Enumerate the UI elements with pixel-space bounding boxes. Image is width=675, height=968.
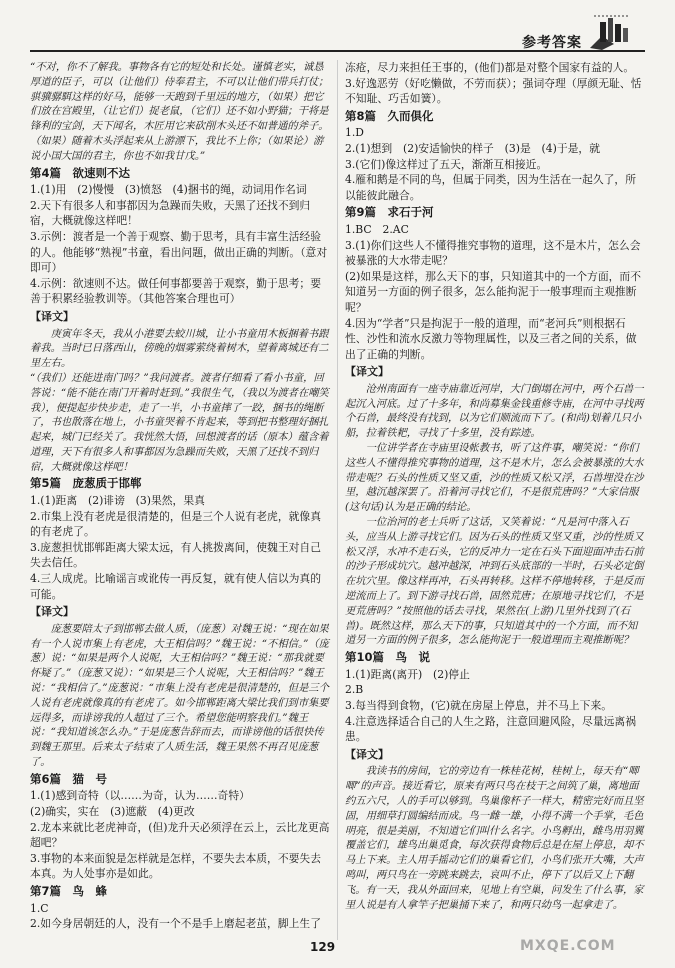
answer-item: 2.如今身居朝廷的人，没有一个不是手上磨起老茧，脚上生了	[30, 917, 322, 931]
answer-item: 4.三人成虎。比喻谣言或讹传一再反复，就有使人信以为真的可能。	[30, 572, 322, 601]
translation-tag: 【译文】	[30, 309, 74, 323]
translation-paragraph: “（我们）还能进南门吗？”我问渡者。渡者仔细看了看小书童，回答说：“能不能在南门开着时赶到。”我很生气，（我以为渡者在嘲笑我），便提起步快步走，走了一半，小书童摔了一跤，捆书的绳断了，书也散落在地上，小书童哭着不肯起来，等到把书整理好捆扎起来，城门已经关了。我恍然大悟，回想渡者的话（原本）蕴含着道理，天下有很多人和事都因为急躁而失败，天黑了还找不到归宿，大概就像这样吧！	[30, 371, 329, 473]
translation-paragraph: 一位讲学者在寺庙里设帐教书，听了这件事，嘲笑说：“你们这些人不懂得推究事物的道理，这不是木片，怎么会被暴涨的大水带走呢？石头的性质又坚又重，沙的性质又松又浮，石兽埋没在沙里，越沉越深罢了。沿着河寻找它们，不是很荒唐吗？”大家信服(这句话)认为是正确的结论。	[345, 442, 644, 514]
section-title: 第8篇 久而俱化	[345, 108, 434, 123]
answer-item: (2)如果是这样，那么天下的事，只知道其中的一个方面，而不知道另一方面的例子很多，怎么能拘泥于一般事理而主观推断呢？	[345, 269, 642, 314]
page-header	[0, 0, 675, 56]
answer-item: 1.(1)距离(离开) (2)停止	[345, 667, 470, 681]
answer-item: 1.C	[30, 901, 49, 915]
answer-item: 3.每当得到食物，(它)就在房屋上停息，并不马上下来。	[345, 699, 613, 712]
answer-item: 1.(1)用 (2)慢慢 (3)愤怒 (4)捆书的绳，动词用作名词	[30, 183, 307, 197]
answer-item: 4.雁和鹅是不同的鸟，但属于同类，因为生活在一起久了，所以能彼此融合。	[345, 173, 637, 202]
section-title: 第10篇 鸟 说	[345, 650, 431, 665]
translation-paragraph: 一位治河的老士兵听了这话，又笑着说：“凡是河中落入石头，应当从上游寻找它们。因为石头的性质又坚又重，沙的性质又松又浮，水冲不走石头，它的反冲力一定在石头下面迎面冲击石前的沙子形成坑穴。越冲越深，冲到石头底部的一半时，石头必定倒在坑穴里。像这样再冲，石头再转移。这样不停地转移，于是反而逆流而上了。到下游寻找石兽，固然荒唐；在原地寻找它们，不是更荒唐吗？”按照他的话去寻找，果然在(上游)几里外找到了(石兽)。既然这样，那么天下的事，只知道其中的一个方面，而不知道另一方面的例子很多，怎么能拘泥于一般道理而主观推断呢？	[345, 516, 644, 647]
answer-item: 4.示例：欲速则不达。做任何事都要善于观察，勤于思考；要善于积累经验教训等。（其他答案合理也可）	[30, 276, 322, 306]
translation-paragraph: 沧州南面有一座寺庙靠近河岸，大门倒塌在河中，两个石兽一起沉入河底。过了十多年，和尚募集金钱重修寺庙，在河中寻找两个石兽，最终没有找到，以为它们顺流而下了。(和尚)划着几只小船，拉着铁耙，寻找了十多里，没有踪迹。	[345, 382, 644, 440]
translation-paragraph: 庚寅年冬天，我从小港要去蛟川城，让小书童用木板捆着书跟着我。当时已日落西山，傍晚的烟雾萦绕着树木，望着离城还有二里左右。	[30, 327, 329, 370]
answer-item: 3.好逸恶劳（好吃懒做，不劳而获）；强词夺理（厚颜无耻、恬不知耻、巧舌如簧）。	[345, 76, 642, 106]
answer-item: 4.注意选择适合自己的人生之路，注意回避风险，尽量远离祸患。	[345, 714, 637, 744]
page-number: 129	[310, 940, 336, 954]
section-title: 第7篇 鸟 蜂	[30, 883, 108, 898]
section-title: 第9篇 求石于河	[345, 205, 434, 220]
answer-item: 3.(它们)像这样过了五天，渐渐互相接近。	[345, 157, 548, 171]
answer-item: 2.(1)想到 (2)安适愉快的样子 (3)是 (4)于是，就	[345, 141, 601, 155]
continued-answer: 冻疮，尽力来担任王事的，(他们)都是对整个国家有益的人。	[345, 61, 635, 74]
section-title: 第4篇 欲速则不达	[30, 165, 131, 180]
answer-item: 3.庞葱担忧邯郸距离大梁太远，有人挑拨离间，使魏王对自己失去信任。	[30, 540, 322, 570]
translation-tag: 【译文】	[345, 747, 389, 761]
answer-item: 1.(1)感到奇特（以……为奇，认为……奇特）	[30, 789, 250, 803]
answer-item: 2.B	[345, 683, 364, 697]
translation-paragraph: 庞葱要陪太子到邯郸去做人质，（庞葱）对魏王说：“现在如果有一个人说市集上有老虎，大王相信吗？”魏王说：“不相信。”（庞葱）说：“如果是两个人说呢，大王相信吗？”魏王说：“那我就要怀疑了。”（庞葱又说）：“如果是三个人说呢，大王相信吗？”魏王说：“我相信了。”庞葱说：“市集上没有老虎是很清楚的，但是三个人说有老虎就像真的有老虎了。如今邯郸距离大梁比我们到市集要远得多，而诽谤我的人超过了三个。希望您能明察我们。”魏王说：“我知道该怎么办。”于是庞葱告辞而去，而诽谤他的话很快传到魏王那里。后来太子结束了人质生活，魏王果然不再召见庞葱了。	[30, 622, 329, 768]
left-column	[30, 60, 330, 932]
answer-item: 2.天下有很多人和事都因为急躁而失败，天黑了还找不到归宿，大概就像这样吧！	[30, 198, 311, 228]
translation-tag: 【译文】	[30, 605, 74, 619]
answer-item: (2)确实，实在 (3)遮蔽 (4)更改	[30, 804, 195, 818]
column-divider	[337, 60, 338, 940]
answer-item: 1.(1)距离 (2)诽谤 (3)果然，果真	[30, 494, 205, 508]
translation-tag: 【译文】	[345, 365, 389, 379]
right-column	[345, 60, 645, 912]
answer-item: 1.D	[345, 126, 364, 140]
answer-item: 3.事物的本来面貌是怎样就是怎样，不要失去本质，不要失去本真。为人处事亦是如此。	[30, 851, 322, 881]
watermark: MXQE.COM	[520, 938, 616, 954]
answer-item: 2.市集上没有老虎是很清楚的，但是三个人说有老虎，就像真的有老虎了。	[30, 509, 322, 539]
section-title: 第6篇 猫 号	[30, 771, 108, 786]
answer-item: 1.BC 2.AC	[345, 222, 409, 236]
continued-paragraph: “不对，你不了解我。事物各有它的短处和长处。谨慎老实，诚恳厚道的臣子，可以（让他们）侍奉君主，不可以让他们带兵打仗；骐骥骣駬这样的好马，能够一天跑到千里远的地方，（如果）把它们放在宫殿里，（让它们）捉老鼠，（它们）还不如小野猫；干将是锋利的宝剑，天下闻名，木匠用它来砍削木头还不如普通的斧子。（如果）随着木头浮起来从上游漂下，我比不上你；（如果论）游说小国大国的君主，你也不如我甘戊。”	[30, 61, 329, 162]
answer-item: 3.(1)你们这些人不懂得推究事物的道理，这不是木片，怎么会被暴涨的大水带走呢？	[345, 238, 641, 268]
answer-item: 2.龙本来就比老虎神奇，(但)龙升天必须浮在云上，云比龙更高超吧？	[30, 820, 330, 850]
translation-paragraph: 我读书的房间，它的旁边有一株桂花树，桂树上，每天有“唧唧”的声音。接近看它，原来有两只鸟在枝干之间筑了巢，离地面约五六尺，人的手可以够到。鸟巢像杯子一样大，精密完好而且坚固，用细草打圆编结而成。鸟一雌一雄，小得不满一个手掌，毛色明亮，很是美丽，不知道它们叫什么名字。小鸟孵出，雌鸟用羽翼覆盖它们，雄鸟出巢觅食，每次获得食物后总是在屋上停息，却不马上下来。主人用手摇动它们的巢看它们，小鸟们张开大嘴，大声鸣叫，两只鸟在一旁跳来跳去，哀叫不止，停下了以后又上下翻飞。有一天，我从外面回来，见地上有空巢，问发生了什么事，家里人说是有人拿竿子把巢捅下来了，和两只幼鸟一起拿走了。	[345, 765, 644, 911]
header-title: 参考答案	[522, 35, 582, 51]
books-city-icon	[588, 14, 632, 50]
section-title: 第5篇 庞葱质于邯郸	[30, 476, 142, 491]
answer-item: 3.示例：渡者是一个善于观察、勤于思考，具有丰富生活经验的人。他能够“熟视”书童，看出问题，做出正确的判断。（意对即可）	[30, 229, 328, 275]
answer-item: 4.因为“学者”只是拘泥于一般的道理，而“老河兵”则根据石性、沙性和流水反激力等物理属性，以及三者之间的关系，做出了正确的判断。	[345, 316, 637, 361]
